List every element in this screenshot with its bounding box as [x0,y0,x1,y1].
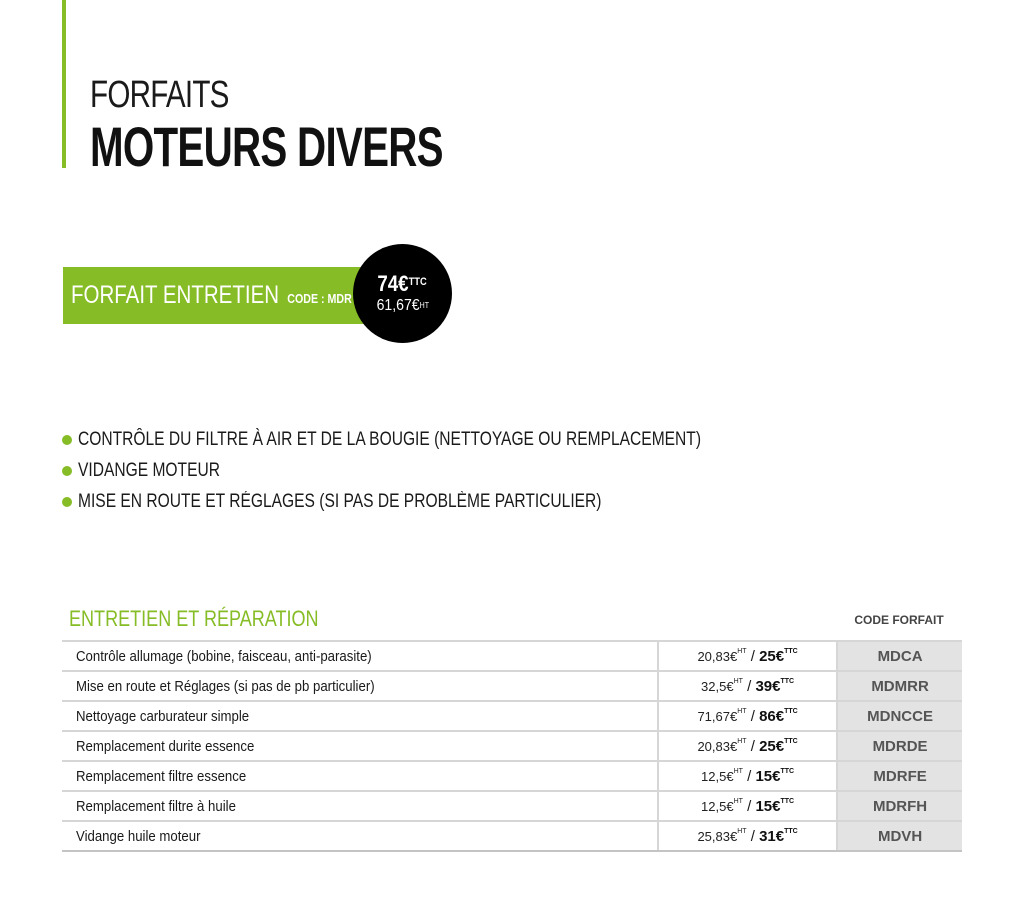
ttc-suffix: TTC [780,767,795,775]
price-ht [697,649,746,664]
price-ttc-value: 86€ [759,707,785,725]
service-name-cell [62,791,658,821]
service-name-cell [62,671,658,701]
service-code: MDMRR [837,671,962,701]
price-ttc [755,678,794,695]
ttc-suffix: TTC [784,707,798,715]
service-price-cell: 12,5€$^{HT}$ / 15€$^{TTC}$ [658,791,837,821]
price-ht-value: 12,5€ [701,768,734,784]
service-price-cell: 20,83€$^{HT}$ / 25€$^{TTC}$ [658,731,837,761]
price-ht [701,679,743,694]
ttc-suffix: TTC [784,827,798,835]
forfait-banner [63,267,373,324]
ttc-suffix: TTC [784,647,798,655]
price-ttc-value: 31€ [759,827,785,845]
list-item-text: VIDANGE MOTEUR [78,459,220,481]
ttc-suffix: TTC [780,677,795,685]
service-code: MDRFH [837,791,962,821]
service-name: Nettoyage carburateur simple [76,707,250,725]
service-name: Remplacement filtre essence [76,767,247,785]
section-title: ENTRETIEN ET RÉPARATION [69,606,319,631]
table-row [62,641,962,671]
price-ttc [755,798,794,815]
ht-suffix: HT [733,767,743,775]
service-name-cell [62,761,658,791]
bullet-dot-icon [62,497,72,507]
ttc-suffix: TTC [784,737,798,745]
table-row [62,671,962,701]
service-name: Remplacement filtre à huile [76,797,236,815]
service-price-cell: 71,67€$^{HT}$ / 86€$^{TTC}$ [658,701,837,731]
price-ttc [759,708,798,725]
forfait-label-group [71,281,352,310]
service-code: MDCA [837,641,962,671]
forfait-code: CODE : MDR [287,291,352,306]
bullet-dot-icon [62,466,72,476]
bullet-dot-icon [62,435,72,445]
ht-suffix: HT [737,707,747,715]
service-name: Mise en route et Réglages (si pas de pb particulier) [76,677,375,695]
ht-suffix: HT [733,677,743,685]
price-ht [697,709,746,724]
accent-bar [62,0,66,168]
list-item [62,486,838,517]
service-name: Vidange huile moteur [76,827,201,845]
table-row [62,701,962,731]
price-ht [697,829,746,844]
price-ht-value: 20,83€ [697,738,738,754]
price-ht [701,799,743,814]
service-price-cell: 12,5€$^{HT}$ / 15€$^{TTC}$ [658,761,837,791]
price-ht [376,296,428,316]
ttc-suffix: TTC [409,275,428,288]
ht-suffix: HT [737,647,747,655]
price-ttc [759,828,798,845]
price-ht-value: 25,83€ [697,828,738,844]
price-ttc-value: 74€ [377,270,410,296]
price-ht [701,769,743,784]
service-name-cell [62,731,658,761]
table-row [62,731,962,761]
price-ttc-value: 39€ [755,677,781,695]
table-row [62,761,962,791]
price-ht-value: 32,5€ [701,678,734,694]
included-services-list [62,424,838,517]
list-item [62,424,838,455]
price-ht-value: 12,5€ [701,798,734,814]
price-ht-value: 20,83€ [697,648,738,664]
forfait-label: FORFAIT ENTRETIEN [71,281,280,309]
ttc-suffix: TTC [780,797,795,805]
service-name-cell [62,641,658,671]
ht-suffix: HT [737,827,747,835]
price-ttc-value: 25€ [759,647,785,665]
price-ht [697,739,746,754]
list-item-text: CONTRÔLE DU FILTRE À AIR ET DE LA BOUGIE (NETTOYAGE OU REMPLACEMENT) [78,428,702,450]
table-row [62,821,962,851]
service-price-cell: 25,83€$^{HT}$ / 31€$^{TTC}$ [658,821,837,851]
code-column-header: CODE FORFAIT [854,613,944,627]
service-name: Remplacement durite essence [76,737,255,755]
list-item-text: MISE EN ROUTE ET RÉGLAGES (SI PAS DE PROBLÈME PARTICULIER) [78,490,602,512]
service-code: MDRDE [837,731,962,761]
ht-suffix: HT [733,797,743,805]
price-ttc [378,272,427,296]
service-price-cell: 20,83€$^{HT}$ / 25€$^{TTC}$ [658,641,837,671]
table-row [62,791,962,821]
price-ttc [755,768,794,785]
service-code: MDVH [837,821,962,851]
price-ttc-value: 25€ [759,737,785,755]
price-ttc-value: 15€ [755,797,781,815]
price-ht-value: 61,67€ [376,296,420,314]
price-ttc [759,648,798,665]
service-code: MDRFE [837,761,962,791]
ht-suffix: HT [737,737,747,745]
price-ttc-value: 15€ [755,767,781,785]
service-code: MDNCCE [837,701,962,731]
services-table [62,640,962,852]
service-name-cell [62,701,658,731]
page-title: MOTEURS DIVERS [90,115,443,178]
page-subtitle: FORFAITS [90,74,229,116]
price-ht-value: 71,67€ [697,708,738,724]
price-badge [353,244,452,343]
ht-suffix: HT [419,300,429,310]
price-ttc [759,738,798,755]
list-item [62,455,838,486]
service-price-cell: 32,5€$^{HT}$ / 39€$^{TTC}$ [658,671,837,701]
service-name-cell [62,821,658,851]
service-name: Contrôle allumage (bobine, faisceau, anti-parasite) [76,647,372,665]
